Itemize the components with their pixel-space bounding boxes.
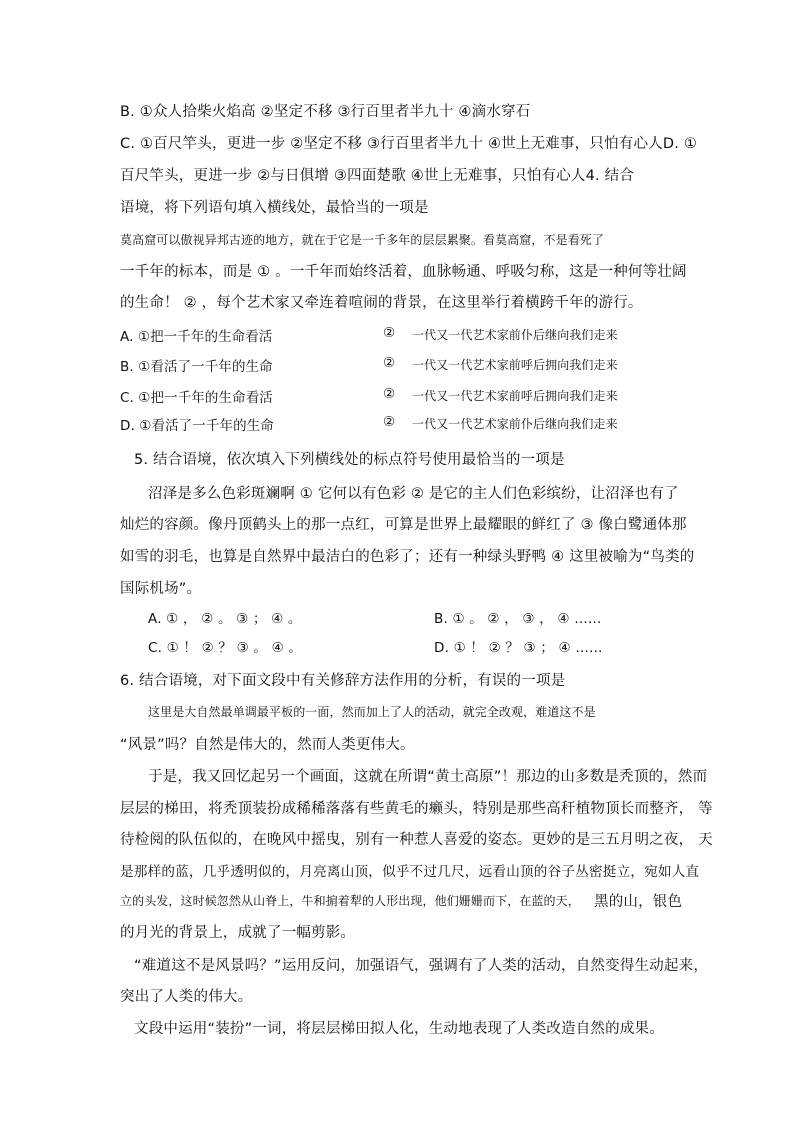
q6-passage-line-6: 是那样的蓝，几乎透明似的，月亮离山顶，似乎不过几尺，远看山顶的谷子丛密挺立，宛如人直 [120,864,700,880]
q3-option-b: B. ①众人拾柴火焰高 ②坚定不移 ③行百里者半九十 ④滴水穿石 [120,104,531,120]
q5-option-a: A. ① ， ② 。 ③ ； ④ 。 [148,611,302,627]
q4-passage-line-1: 莫高窟可以傲视异邦古迹的地方，就在于它是一千多年的层层累聚。看莫高窟，不是看死了 [120,233,605,247]
q5-passage-line-3: 如雪的羽毛，也算是自然界中最洁白的色彩了；还有一种绿头野鸭 ④ 这里被喻为“鸟类的 [120,549,695,565]
q6-analysis-b: 文段中运用“装扮”一词，将层层梯田拟人化，生动地表现了人类改造自然的成果。 [134,1021,664,1037]
q6-passage-line-5: 待检阅的队伍似的，在晚风中摇曳，别有一种惹人喜爱的姿态。更妙的是三五月明之夜， 天 [120,832,713,848]
q6-analysis-a-line-2: 突出了人类的伟大。 [120,989,253,1005]
option-mark: ② [383,325,396,341]
q5-option-b: B. ① 。 ② ， ③ ， ④ …… [434,611,602,627]
q6-stem: 6. 结合语境，对下面文段中有关修辞方法作用的分析，有误的一项是 [120,673,566,689]
option-part-2: 一代又一代艺术家前呼后拥向我们走来 [412,389,618,403]
q5-option-d: D. ① ！ ② ？ ③ ； ④ …… [434,640,603,656]
q6-analysis-a-line-1: “难道这不是风景吗？”运用反问，加强语气，强调有了人类的活动，自然变得生动起来， [134,958,709,974]
q6-passage-small-line: 这里是大自然最单调最平板的一面，然而加上了人的活动，就完全改观，难道这不是 [148,705,596,719]
q4-stem: 语境，将下列语句填入横线处，最恰当的一项是 [120,200,429,216]
option-part-2: 一代又一代艺术家前呼后拥向我们走来 [412,358,618,372]
q5-option-c: C. ① ！ ② ？ ③ 。 ④ 。 [148,640,303,656]
q6-passage-line-7a: 立的头发，这时候忽然从山脊上，牛和掮着犁的人形出现，他们姗姗而下，在蓝的天， [120,894,580,908]
q5-stem: 5. 结合语境，依次填入下列横线处的标点符号使用最恰当的一项是 [134,452,565,468]
q6-passage-line-3: 于是，我又回忆起另一个画面，这就在所谓“黄土高原”！那边的山多数是秃顶的，然而 [148,769,708,785]
q5-passage-line-2: 灿烂的容颜。像丹顶鹤头上的那一点红，可算是世界上最耀眼的鲜红了 ③ 像白鹭通体那 [120,517,687,533]
option-part-1: D. ①看活了一千年的生命 [120,418,274,434]
option-mark: ② [383,386,396,402]
q6-passage-line-4: 层层的梯田，将秃顶装扮成稀稀落落有些黄毛的癞头，特别是那些高秆植物顶长而整齐， 等 [120,801,713,817]
option-mark: ② [383,355,396,371]
q5-passage-line-4: 国际机场”。 [120,581,202,597]
q6-passage-line-2: “风景”吗？自然是伟大的，然而人类更伟大。 [120,737,415,753]
option-part-2: 一代又一代艺术家前仆后继向我们走来 [412,328,618,342]
q3-option-c: C. ①百尺竿头，更进一步 ②坚定不移 ③行百里者半九十 ④世上无难事，只怕有心人D. ① [120,136,698,152]
q3-option-d: 百尺竿头，更进一步 ②与日俱增 ③四面楚歌 ④世上无难事，只怕有心人4. 结合 [120,168,635,184]
q4-passage-line-2: 一千年的标本，而是 ① 。一千年而始终活着，血脉畅通、呼吸匀称，这是一种何等壮阔 [120,264,687,280]
q5-passage-line-1: 沼泽是多么色彩斑斓啊 ① 它何以有色彩 ② 是它的主人们色彩缤纷，让沼泽也有了 [148,486,679,502]
option-part-2: 一代又一代艺术家前仆后继向我们走来 [412,417,618,431]
q6-passage-line-7b: 黑的山，银色 [594,894,683,910]
option-part-1: A. ①把一千年的生命看活 [120,329,273,345]
option-part-1: C. ①把一千年的生命看活 [120,390,273,406]
q4-passage-line-3: 的生命！ ② ，每个艺术家又牵连着喧闹的背景，在这里举行着横跨千年的游行。 [120,295,643,311]
option-mark: ② [383,414,396,430]
option-part-1: B. ①看活了一千年的生命 [120,359,273,375]
q6-passage-line-8: 的月光的背景上，成就了一幅剪影。 [120,925,356,941]
